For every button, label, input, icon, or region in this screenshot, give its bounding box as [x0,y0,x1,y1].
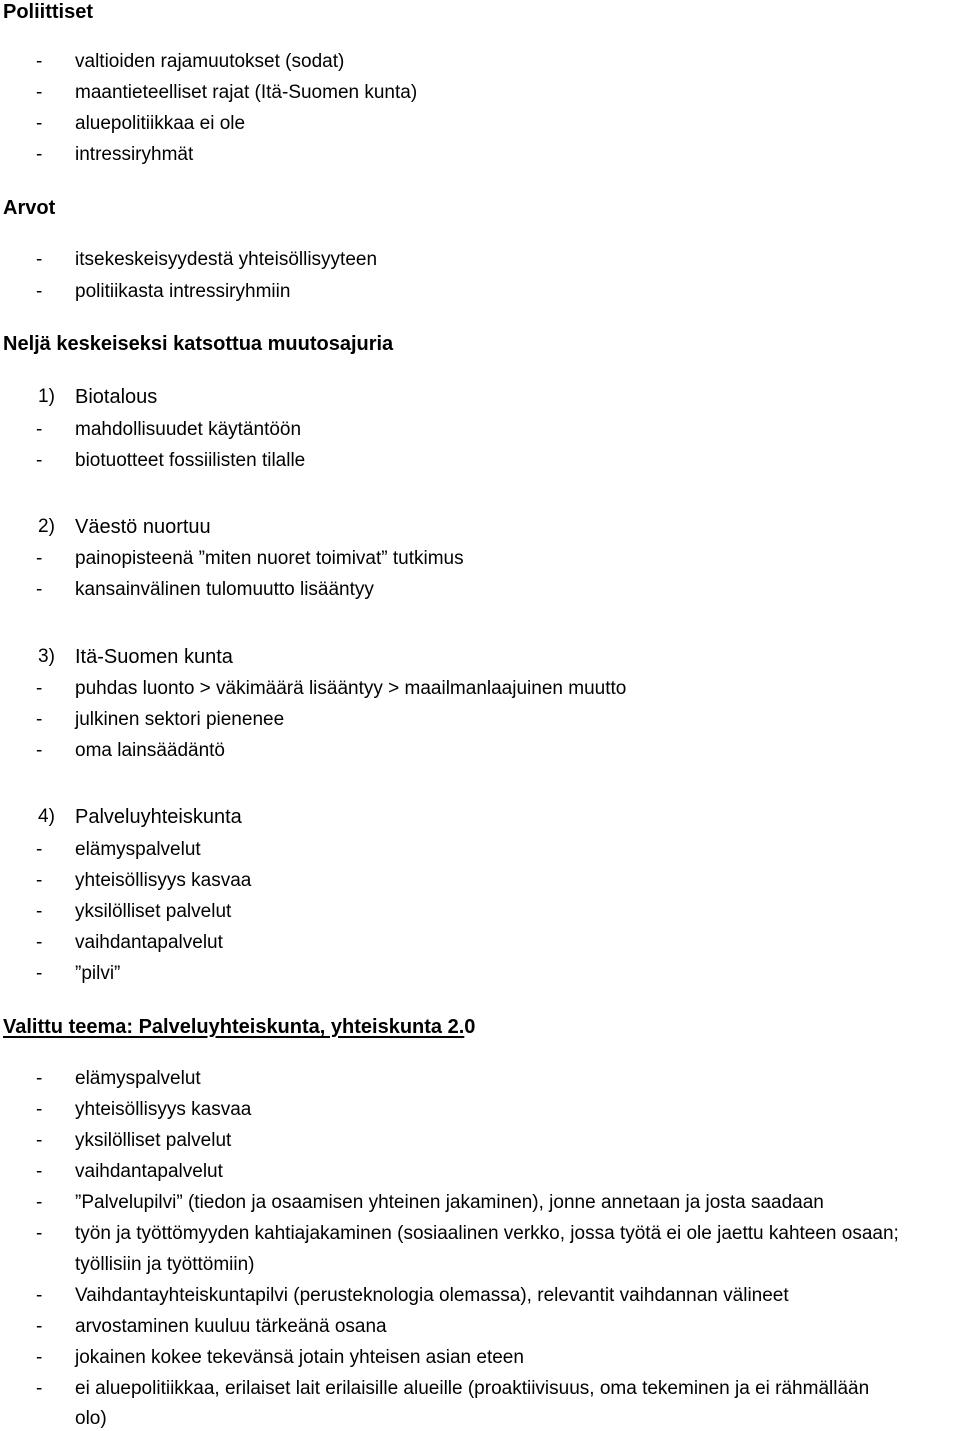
list-item-text: elämyspalvelut [75,839,201,860]
bullet-dash: - [36,1161,43,1182]
item-title: Palveluyhteiskunta [75,806,242,828]
list-item-text: biotuotteet fossiilisten tilalle [75,450,306,471]
bullet-dash: - [36,249,43,270]
list-item-text: ”pilvi” [75,963,121,984]
list-item-text: ei aluepolitiikkaa, erilaiset lait erilaisille alueille (proaktiivisuus, oma tekeminen ja ei rähmällään [75,1378,870,1399]
bullet-dash: - [36,1223,43,1244]
item-number: 2) [38,516,55,537]
item-title: Itä-Suomen kunta [75,646,233,668]
heading-poliittiset: Poliittiset [3,1,94,23]
list-item-text: työllisiin ja työttömiin) [75,1254,255,1275]
bullet-dash: - [36,1285,43,1306]
bullet-dash: - [36,1347,43,1368]
list-item-text: jokainen kokee tekevänsä jotain yhteisen asian eteen [75,1347,524,1368]
item-title: Biotalous [75,386,158,408]
item-number: 1) [38,386,55,407]
item-title: Väestö nuortuu [75,516,211,538]
heading-underlined-part: Valittu teema: Palveluyhteiskunta, yhteiskunta 2. [3,1016,465,1038]
heading-arvot: Arvot [3,197,56,219]
heading-valittu-teema [3,1015,475,1039]
item-number: 3) [38,646,55,667]
bullet-dash: - [36,51,43,72]
list-item-text: intressiryhmät [75,144,194,165]
list-item-text: Vaihdantayhteiskuntapilvi (perusteknologia olemassa), relevantit vaihdannan välineet [75,1285,789,1306]
list-item-text: yksilölliset palvelut [75,1130,232,1151]
list-item-text: yhteisöllisyys kasvaa [75,1099,252,1120]
list-item-text: puhdas luonto > väkimäärä lisääntyy > maailmanlaajuinen muutto [75,678,627,699]
list-item-text: itsekeskeisyydestä yhteisöllisyyteen [75,249,378,270]
bullet-dash: - [36,82,43,103]
bullet-dash: - [36,144,43,165]
list-item-text: arvostaminen kuuluu tärkeänä osana [75,1316,387,1337]
list-item-text: ”Palvelupilvi” (tiedon ja osaamisen yhteinen jakaminen), jonne annetaan ja josta saadaan [75,1192,824,1213]
bullet-dash: - [36,1130,43,1151]
bullet-dash: - [36,932,43,953]
list-item-text: vaihdantapalvelut [75,932,223,953]
bullet-dash: - [36,1316,43,1337]
bullet-dash: - [36,419,43,440]
bullet-dash: - [36,281,43,302]
list-item-text: oma lainsäädäntö [75,740,225,761]
bullet-dash: - [36,1192,43,1213]
bullet-dash: - [36,901,43,922]
bullet-dash: - [36,839,43,860]
list-item-text: valtioiden rajamuutokset (sodat) [75,51,345,72]
bullet-dash: - [36,1068,43,1089]
bullet-dash: - [36,963,43,984]
bullet-dash: - [36,450,43,471]
bullet-dash: - [36,740,43,761]
list-item-text: vaihdantapalvelut [75,1161,223,1182]
list-item-text: mahdollisuudet käytäntöön [75,419,302,440]
list-item-text: olo) [75,1408,107,1429]
bullet-dash: - [36,678,43,699]
bullet-dash: - [36,579,43,600]
bullet-dash: - [36,548,43,569]
list-item-text: yksilölliset palvelut [75,901,232,922]
bullet-dash: - [36,113,43,134]
list-item-text: julkinen sektori pienenee [75,709,285,730]
heading-rest: 0 [464,1016,476,1038]
list-item-text: yhteisöllisyys kasvaa [75,870,252,891]
list-item-text: kansainvälinen tulomuutto lisääntyy [75,579,374,600]
item-number: 4) [38,806,55,827]
list-item-text: aluepolitiikkaa ei ole [75,113,246,134]
list-item-text: työn ja työttömyyden kahtiajakaminen (sosiaalinen verkko, jossa työtä ei ole jaettu kahteen osaan; [75,1223,899,1244]
list-item-text: painopisteenä ”miten nuoret toimivat” tutkimus [75,548,464,569]
heading-muutosajurit: Neljä keskeiseksi katsottua muutosajuria [3,333,394,355]
list-item-text: maantieteelliset rajat (Itä-Suomen kunta) [75,82,418,103]
bullet-dash: - [36,1099,43,1120]
list-item-text: politiikasta intressiryhmiin [75,281,291,302]
bullet-dash: - [36,1378,43,1399]
list-item-text: elämyspalvelut [75,1068,201,1089]
bullet-dash: - [36,870,43,891]
bullet-dash: - [36,709,43,730]
